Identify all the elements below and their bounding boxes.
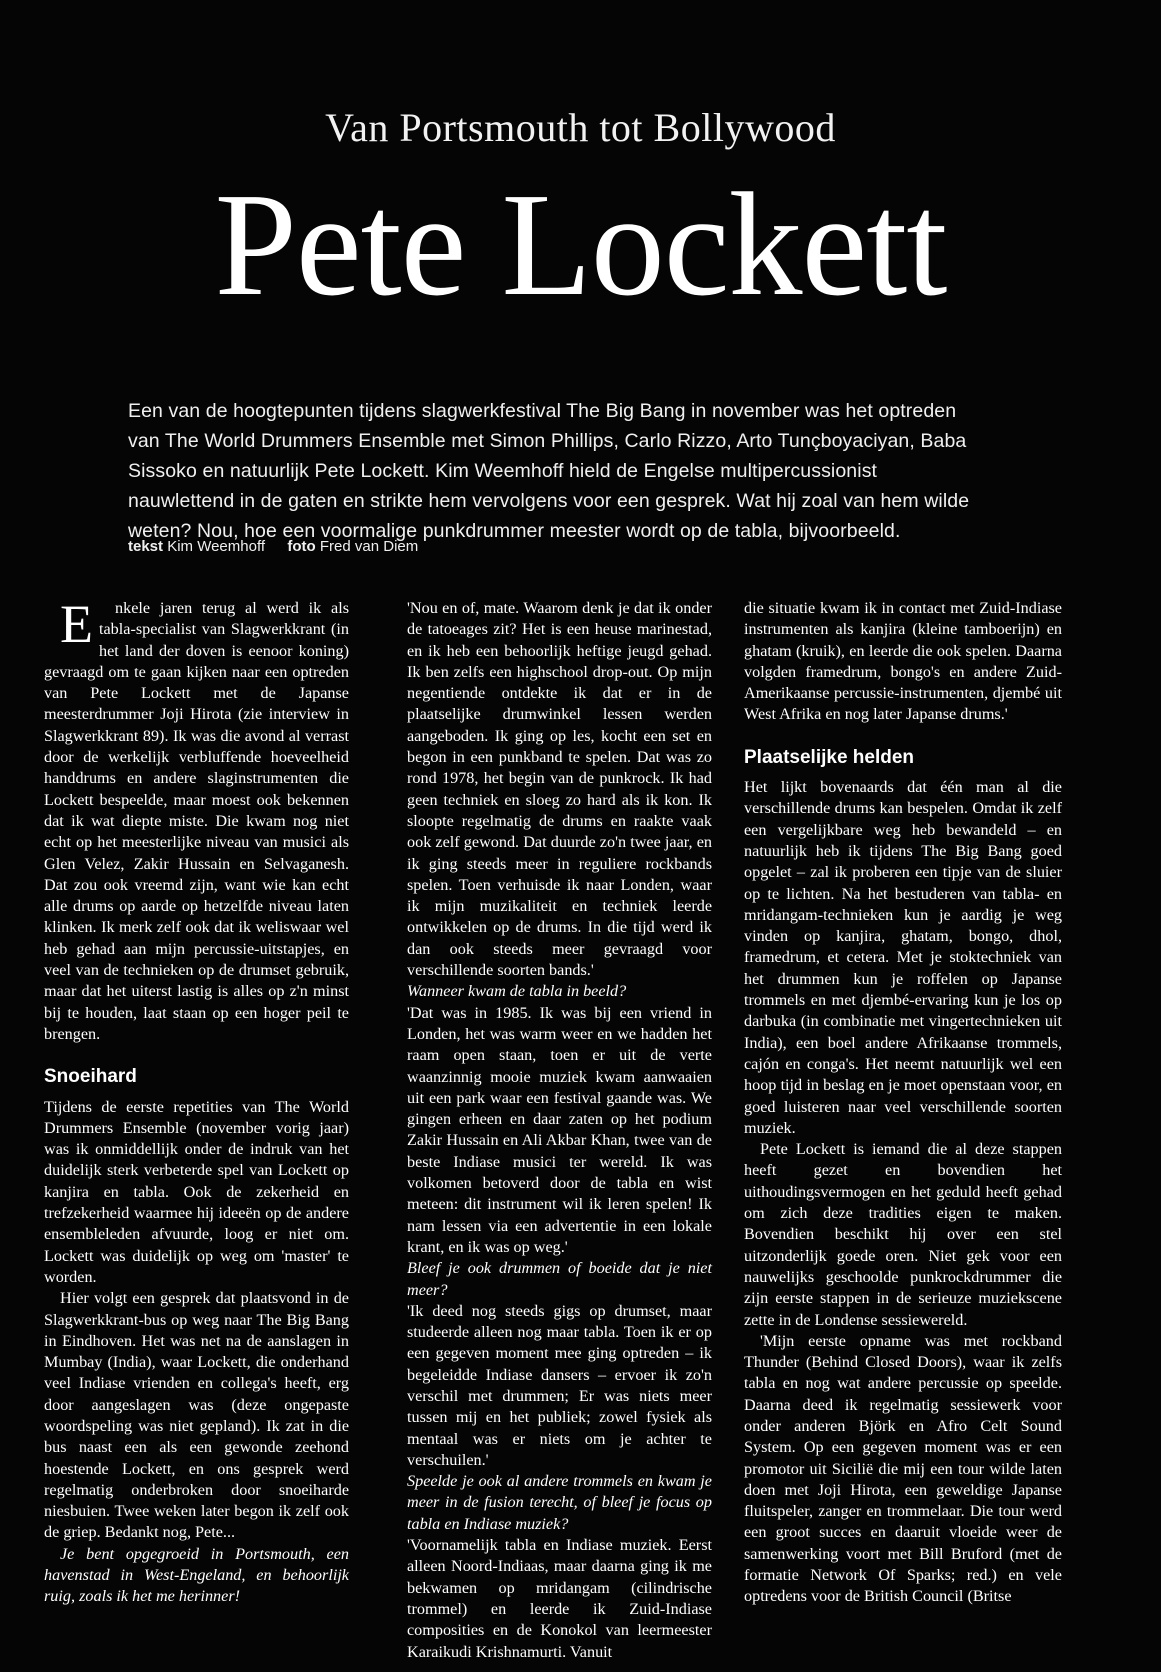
body-paragraph: die situatie kwam ik in contact met Zuid-Indiase instrumenten als kanjira (kleine tamboerijn) en ghatam (kruik), en leerde die ook spelen. Daarna volgden framedrum, bongo's en andere Zuid-Amerikaanse percussie-instrumenten, djembé uit West Afrika en nog later Japanse drums.'	[744, 599, 1062, 724]
body-paragraph: 'Mijn eerste opname was met rockband Thunder (Behind Closed Doors), waar ik zelfs tabla en nog wat andere percussie op speelde. Daarna deed ik regelmatig sessiewerk voor onder anderen Björk en Afro Celt Sound System. Op een gegeven moment was er een promotor uit Sicilië die mij een tour wilde laten doen met Joji Hirota, een geweldige Japanse fluitspeler, zanger en trommelaar. Die tour werd een groot succes en daaruit vloeide weer de samenwerking voort met Bill Bruford (met de formatie Network Of Sparks; red.) en vele optredens voor de British Council (Britse	[744, 1331, 1062, 1606]
body-paragraph	[44, 594, 349, 1045]
interview-question: Wanneer kwam de tabla in beeld?	[407, 982, 627, 1001]
credit-photo-name: Fred van Diem	[319, 538, 419, 555]
credit-text-name: Kim Weemhoff	[167, 538, 266, 555]
interview-question: Bleef je ook drummen of boeide dat je niet meer?	[407, 1259, 712, 1299]
body-text: nkele jaren terug al werd ik als tabla-specialist van Slagwerkkrant (in het land der doven is eenoor koning) gevraagd om te gaan kijken naar een optreden van Pete Lockett met de Japanse meesterdrummer Joji Hirota (zie interview in Slagwerkkrant 89). Ik was die avond al verrast door de werkelijk verbluffende hoeveelheid handdrums en andere slaginstrumenten die Lockett bespeelde, maar moest ook bekennen dat ik wat diepte miste. Die kwam nog niet echt op het meesterlijke niveau van musici als Glen Velez, Zakir Hussain en Selvaganesh. Dat zou ook vreemd zijn, want wie kan echt alle drums op aarde op hetzelfde niveau laten klinken. Ik merk zelf ook dat ik weliswaar wel heb gehad aan mijn percussie-uitstapjes, en veel van de technieken op de drumset gebruik, maar dat het uiterst lastig is alles op z'n minst bij te houden, laat staan op een hoger peil te brengen.	[44, 599, 349, 1043]
article-column-3	[744, 598, 1062, 1608]
article-credits	[128, 538, 418, 555]
article-kicker: Van Portsmouth tot Bollywood	[325, 105, 836, 150]
interview-question: Speelde je ook al andere trommels en kwam je meer in de fusion terecht, of bleef je focus op tabla en Indiase muziek?	[407, 1472, 712, 1533]
article-column-1	[44, 594, 349, 1608]
body-paragraph: 'Nou en of, mate. Waarom denk je dat ik onder de tatoeages zit? Het is een heuse marinestad, en ik heb een behoorlijk heftige jeugd gehad. Ik ben zelfs een highschool drop-out. Op mijn negentiende ontdekte ik dat er in de plaatselijke drumwinkel lessen werden aangeboden. Ik ging op les, kocht een set en begon in een punkband te spelen. Dat was zo rond 1978, het begin van de punkrock. Ik had geen techniek en sloeg zo hard als ik kon. Ik sloopte regelmatig de drums en raakte vaak ook zelf gewond. Dat duurde zo'n twee jaar, en ik ging steeds meer in reguliere rockbands spelen. Toen verhuisde ik naar Londen, waar ik mijn muzikaliteit en techniek leerde ontwikkelen op de drums. In die tijd werd ik dan ook steeds meer gevraagd voor verschillende soorten bands.'	[407, 599, 712, 980]
section-subhead: Plaatselijke helden	[744, 746, 915, 768]
body-paragraph: Tijdens de eerste repetities van The World Drummers Ensemble (november vorig jaar) was ik onmiddellijk onder de indruk van het duidelijk sterk verbeterde spel van Lockett op kanjira en tabla. Ook de zekerheid en trefzekerheid waarmee hij ideeën op de andere ensembleleden afvuurde, loog er niet om. Lockett was duidelijk op weg om 'master' te worden.	[44, 1097, 349, 1286]
body-paragraph: Hier volgt een gesprek dat plaatsvond in de Slagwerkkrant-bus op weg naar The Big Bang in Eindhoven. Het was net na de aanslagen in Mumbay (India), waar Lockett, die onderhand veel Indiase vrienden en collega's heeft, erg door aangeslagen was (deze ongepaste woordspeling was niet gepland). Ik zat in die bus naast een als een gewonde zeehond hoestende Lockett, en ons gesprek werd regelmatig onderbroken door snoeiharde niesbuien. Twee weken later begon ik zelf ook de griep. Bedankt nog, Pete...	[44, 1289, 349, 1542]
body-paragraph: Het lijkt bovenaards dat één man al die verschillende drums kan bespelen. Omdat ik zelf een vergelijkbare weg heb bewandeld – en natuurlijk heb ik tijdens The Big Bang goed opgelet – zal ik proberen een tipje van de sluier op te lichten. Na het bestuderen van tabla- en mridangam-technieken kun je aardig je weg vinden op kanjira, ghatam, bongo, dhol, framedrum, et cetera. Met je stoktechniek van het drummen kun je roffelen op Japanse trommels en met djembé-ervaring kun je los op darbuka (in combinatie met vingertechnieken uit India), een boel andere Afrikaanse trommels, cajón en conga's. Het neemt natuurlijk wel een hoop tijd in beslag en je moet openstaan voor, en goed luisteren naar veel verschillende soorten muziek.	[744, 778, 1062, 1137]
section-subhead: Snoeihard	[44, 1066, 137, 1088]
body-paragraph: 'Dat was in 1985. Ik was bij een vriend in Londen, het was warm weer en we hadden het raam open staan, toen er uit de verte waanzinnig mooie muziek kwam aanwaaien uit een park waar een festival gaande was. We gingen erheen en daar zaten op het podium Zakir Hussain en Ali Akbar Khan, twee van de beste Indiase musici ter wereld. Ik was volkomen betoverd door de tabla en wist meteen: dit instrument wil ik leren spelen! Ik nam lessen via een advertentie in een lokale krant, en ik was op weg.'	[407, 1003, 712, 1256]
interview-question: Je bent opgegroeid in Portsmouth, een havenstad in West-Engeland, en behoorlijk ruig, zoals ik het me herinner!	[44, 1544, 349, 1606]
credit-photo-label: foto	[287, 538, 316, 555]
article-standfirst: Een van de hoogtepunten tijdens slagwerkfestival The Big Bang in november was het optreden van The World Drummers Ensemble met Simon Phillips, Carlo Rizzo, Arto Tunçboyaciyan, Baba Sissoko en natuurlijk Pete Lockett. Kim Weemhoff hield de Engelse multipercussionist nauwlettend in de gaten en strikte hem vervolgens voor een gesprek. Wat hij zoal van hem wilde weten? Nou, hoe een voormalige punkdrummer meester wordt op de tabla, bijvoorbeeld.	[128, 400, 970, 542]
article-headline: Pete Lockett	[214, 163, 947, 327]
body-paragraph: 'Ik deed nog steeds gigs op drumset, maar studeerde alleen nog maar tabla. Toen ik er op een gegeven moment mee ging optreden – ik begeleidde Indiase dansers – ervoer ik zo'n verschil met drummen; Er was niets meer tussen mij en het publiek; zowel fysiek als mentaal was er niets om je achter te verschuilen.'	[407, 1301, 712, 1469]
article-body	[44, 594, 1119, 1661]
body-paragraph: Pete Lockett is iemand die al deze stappen heeft gezet en bovendien het uithoudingsvermogen en het geduld heeft gehad om zich deze tradities eigen te maken. Bovendien beschikt hij over een stel uitzonderlijk goede oren. Niet gek voor een nauwelijks geschoolde punkrockdrummer die zijn eerste stappen in de serieuze muziekscene zette in de Londense sessiewereld.	[744, 1140, 1062, 1329]
body-paragraph: 'Voornamelijk tabla en Indiase muziek. Eerst alleen Noord-Indiaas, maar daarna ging ik me bekwamen op mridangam (cilindrische trommel) en leerde ik Zuid-Indiase composities en de Konokol van leermeester Karaikudi Krishnamurti. Vanuit	[407, 1536, 712, 1661]
credit-text-label: tekst	[128, 538, 164, 555]
article-column-2	[407, 598, 712, 1663]
drop-cap: E	[60, 594, 93, 654]
